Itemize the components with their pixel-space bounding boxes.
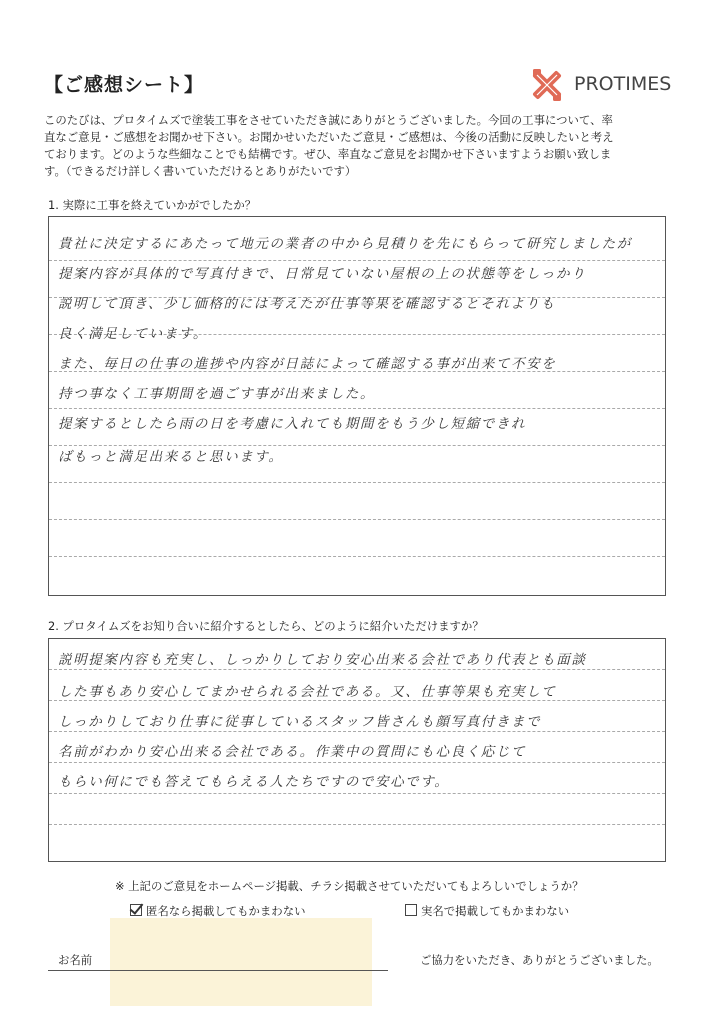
ruled-line — [49, 762, 665, 763]
answer-1-line: 貴社に決定するにあたって地元の業者の中から見積りを先にもらって研究しましたが — [58, 236, 632, 252]
answer-2-line: もらい何にでも答えてもらえる人たちですので安心です。 — [58, 774, 450, 790]
answer-1-line: 提案内容が具体的で写真付きで、日常見ていない屋根の上の状態等をしっかり — [58, 266, 587, 282]
intro-line: す。（できるだけ詳しく書いていただけるとありがたいです） — [44, 164, 357, 178]
ruled-line — [49, 408, 665, 409]
answer-2-line: しっかりしており仕事に従事しているスタッフ皆さんも顔写真付きまで — [58, 714, 542, 730]
option-realname-label: 実名で掲載してもかまわない — [421, 904, 570, 918]
option-anonymous-label: 匿名なら掲載してもかまわない — [146, 904, 306, 918]
answer-1-line: ばもっと満足出来ると思います。 — [58, 449, 284, 465]
intro-line: このたびは、プロタイムズで塗装工事をさせていただき誠にありがとうございました。今回の工事について、率 — [44, 113, 613, 127]
ruled-line — [49, 731, 665, 732]
sheet-title: 【ご感想シート】 — [44, 74, 205, 96]
ruled-line — [49, 519, 665, 520]
ruled-line — [49, 793, 665, 794]
realname-checkbox[interactable] — [405, 904, 417, 916]
ruled-line — [49, 669, 665, 670]
question-2: 2. プロタイムズをお知り合いに紹介するとしたら、どのように紹介いただけますか？ — [48, 619, 484, 633]
intro-line: 直なご意見・ご感想をお聞かせ下さい。お聞かせいただいたご意見・ご感想は、今後の活動に反映したいと考え — [44, 130, 614, 144]
answer-1-line: 説明して頂き、少し価格的には考えたが仕事等果を確認するとそれよりも — [58, 296, 556, 312]
intro-line: ております。どのような些細なことでも結構です。ぜひ、率直なご意見をお聞かせ下さいますようお願い致しま — [44, 147, 612, 161]
publish-note: ※ 上記のご意見をホームページ掲載、チラシ掲載させていただいてもよろしいでしょうか？ — [115, 879, 584, 893]
brand-name: PROTIMES — [574, 73, 672, 95]
ruled-line — [49, 824, 665, 825]
answer-2-line: した事もあり安心してまかせられる会社である。又、仕事等果も充実して — [58, 684, 557, 700]
protimes-logo — [528, 66, 688, 104]
ruled-line — [49, 700, 665, 701]
option-realname[interactable] — [405, 903, 569, 919]
protimes-logo-icon — [528, 66, 566, 104]
answer-1-line: 良く満足しています。 — [58, 326, 208, 342]
name-underline — [48, 970, 388, 971]
answer-2-line: 名前がわかり安心出来る会社である。作業中の質問にも心良く応じて — [58, 744, 527, 760]
question-1: 1. 実際に工事を終えていかがでしたか？ — [48, 198, 257, 212]
thanks-text: ご協力をいただき、ありがとうございました。 — [420, 953, 659, 967]
anonymous-checkbox[interactable] — [130, 904, 142, 916]
ruled-line — [49, 260, 665, 261]
name-redaction — [110, 918, 372, 1006]
answer-1-line: 持つ事なく工事期間を過ごす事が出来ました。 — [58, 386, 376, 402]
option-anonymous[interactable] — [130, 903, 305, 919]
ruled-line — [49, 482, 665, 483]
name-label: お名前 — [58, 953, 93, 967]
answer-1-line: 提案するとしたら雨の日を考慮に入れても期間をもう少し短縮できれ — [58, 416, 527, 432]
ruled-line — [49, 556, 665, 557]
intro-text — [44, 112, 684, 180]
answer-1-line: また、毎日の仕事の進捗や内容が日誌によって確認する事が出来て不安を — [58, 356, 557, 372]
answer-2-line: 説明提案内容も充実し、しっかりしており安心出来る会社であり代表とも面談 — [58, 652, 587, 668]
